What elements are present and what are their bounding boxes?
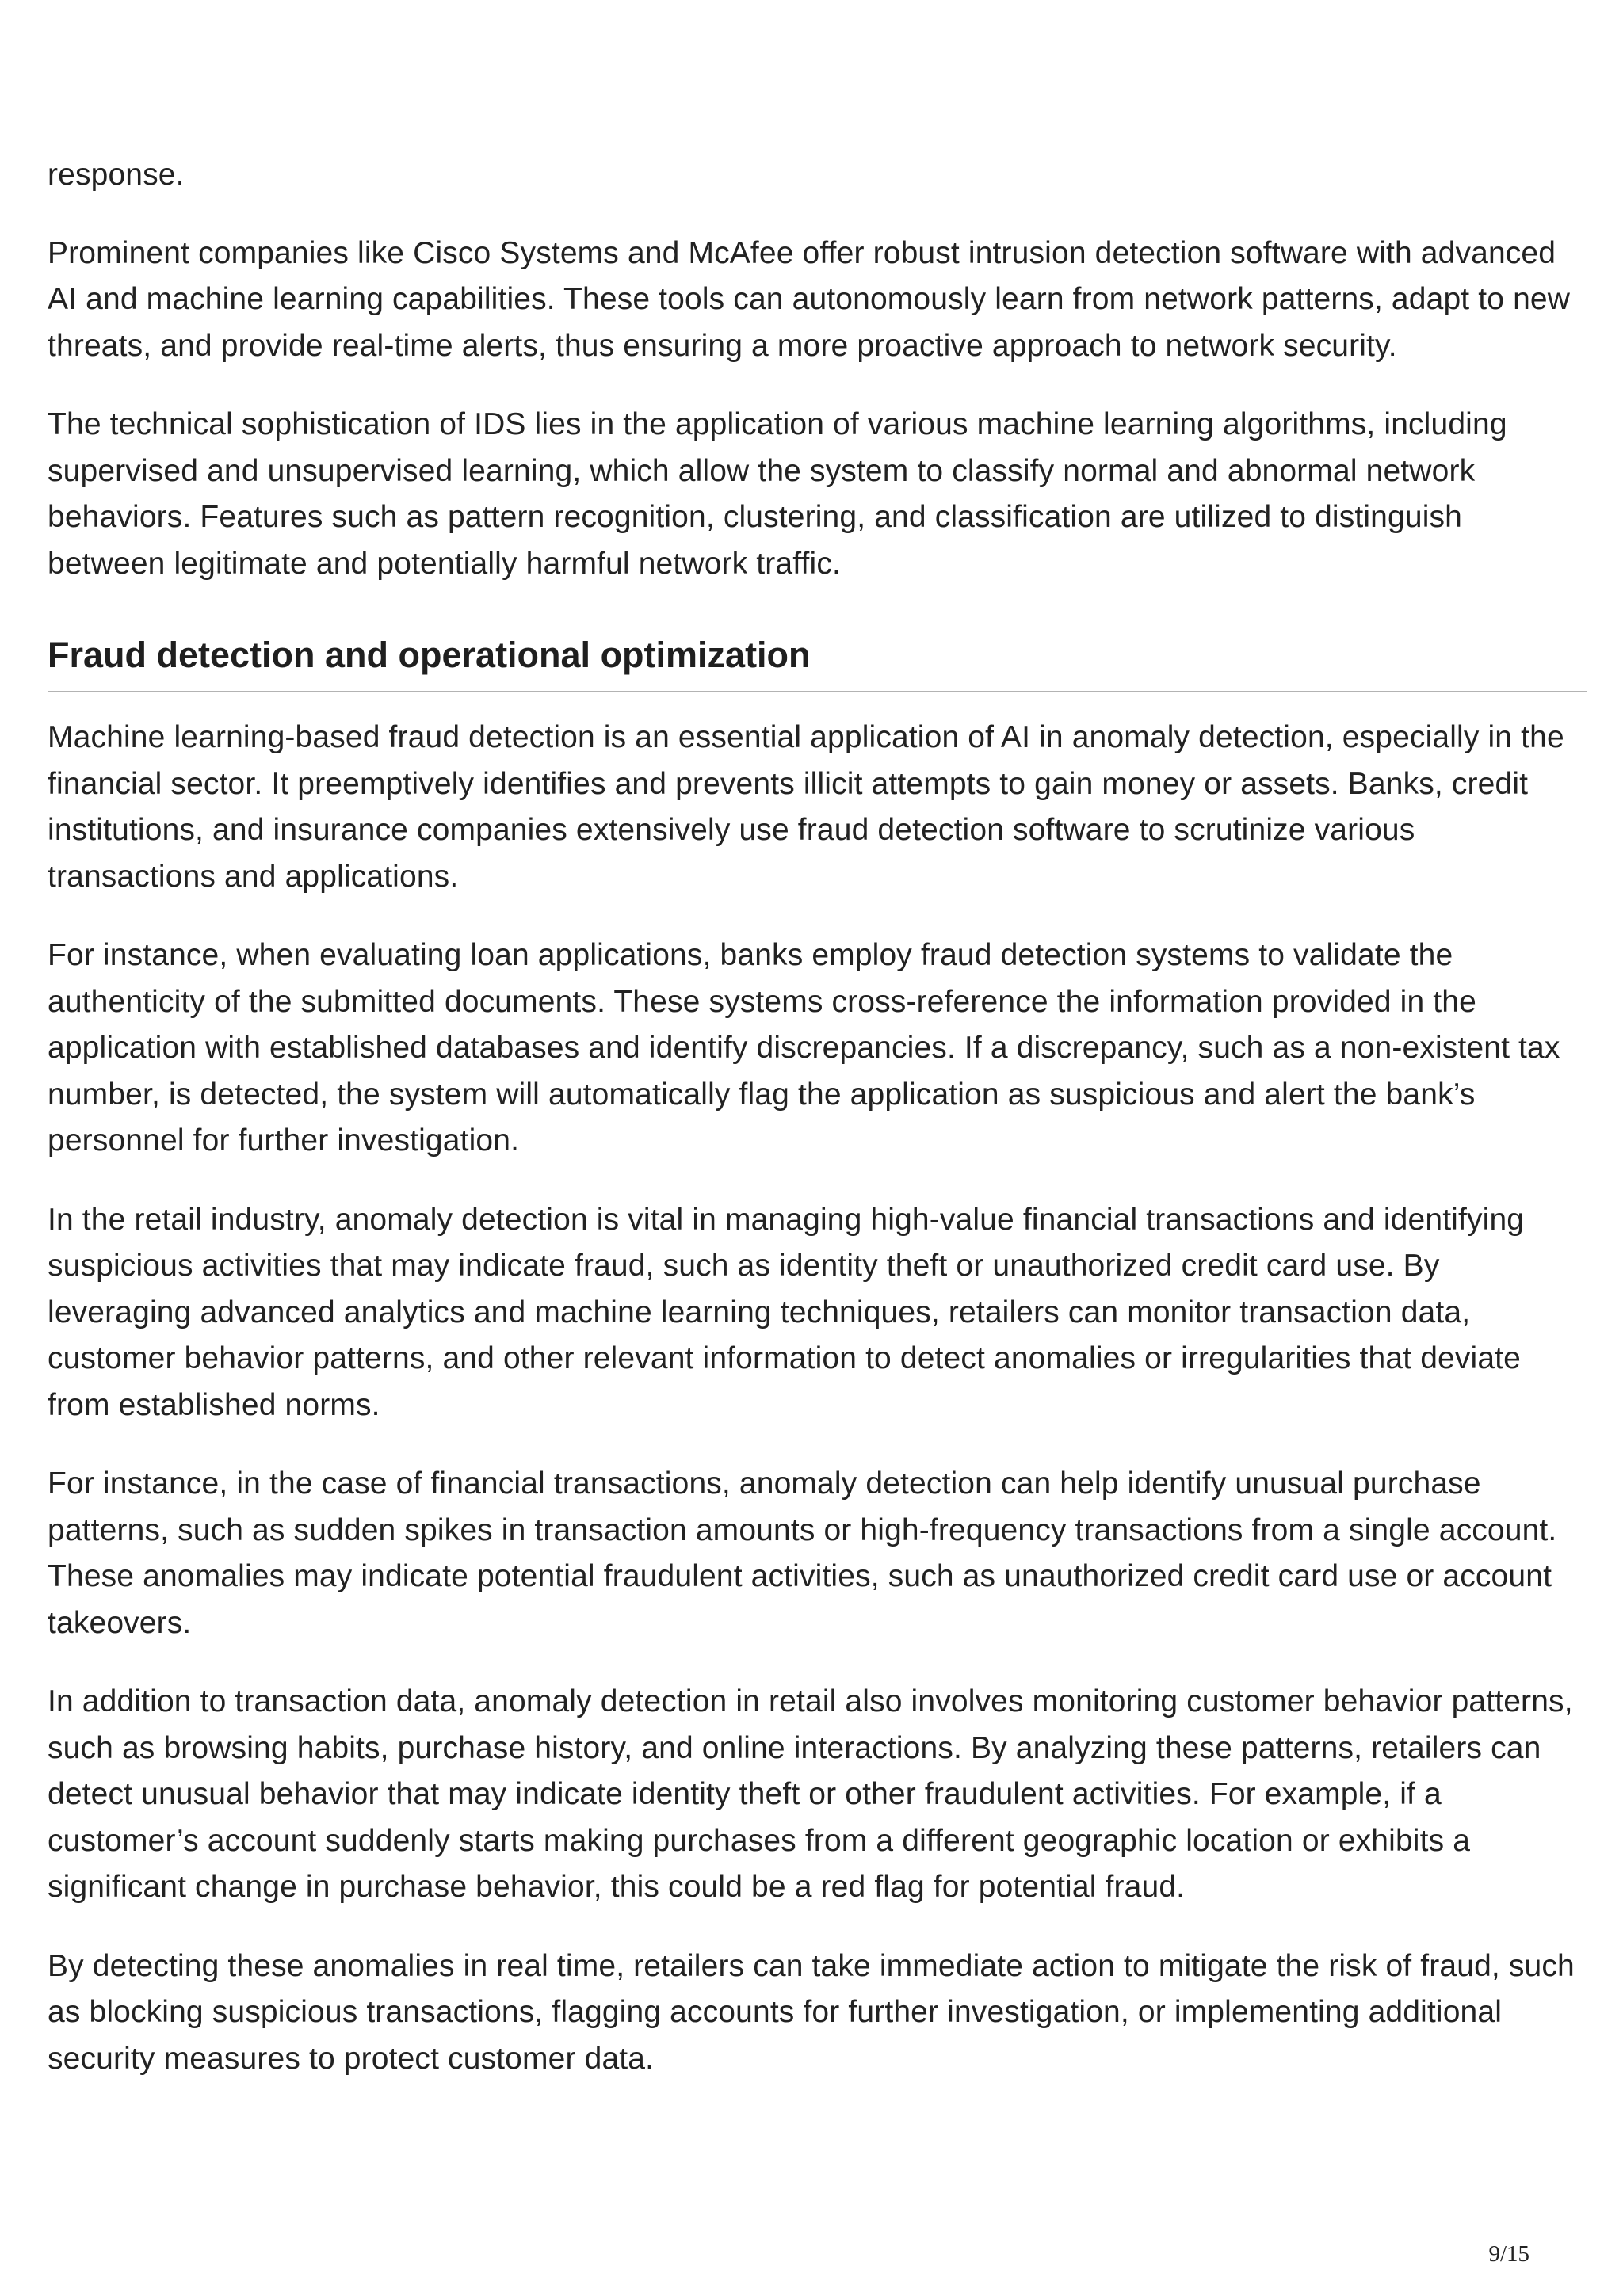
- paragraph-loan-applications: For instance, when evaluating loan applications, banks employ fraud detection systems to validate the authenticity of the submitted documents. These systems cross-reference the information provided in the application with established databases and identify discrepancies. If a discrepancy, such as a non-existent tax number, is detected, the system will automatically flag the application as suspicious and alert the bank’s personnel for further investigation.: [48, 938, 1560, 1158]
- paragraph-ids-vendors: Prominent companies like Cisco Systems and McAfee offer robust intrusion detection software with advanced AI and machine learning capabilities. These tools can autonomously learn from network patterns, adapt to new threats, and provide real-time alerts, thus ensuring a more proactive approach to network security.: [48, 235, 1571, 363]
- paragraph-ids-technical: The technical sophistication of IDS lies in the application of various machine learning algorithms, including supervised and unsupervised learning, which allow the system to classify normal and abnormal network behaviors. Features such as pattern recognition, clustering, and classification are utilized to distinguish between legitimate and potentially harmful network traffic.: [48, 407, 1507, 581]
- paragraph-financial-transactions: For instance, in the case of financial transactions, anomaly detection can help identify unusual purchase patterns, such as sudden spikes in transaction amounts or high-frequency transactions from a single account. These anomalies may indicate potential fraudulent activities, such as unauthorized credit card use or account takeovers.: [48, 1466, 1557, 1640]
- paragraph-fraud-intro: Machine learning-based fraud detection is an essential application of AI in anomaly detection, especially in the financial sector. It preemptively identifies and prevents illicit attempts to gain money or assets. Banks, credit institutions, and insurance companies extensively use fraud detection software to scrutinize various transactions and applications.: [48, 720, 1564, 894]
- paragraph-real-time-action: By detecting these anomalies in real time, retailers can take immediate action to mitigate the risk of fraud, such as blocking suspicious transactions, flagging accounts for further investigation, or implementing additional security measures to protect customer data.: [48, 1948, 1575, 2076]
- page-number: 9/15: [1488, 2241, 1529, 2267]
- paragraph-continuation: response.: [48, 158, 185, 192]
- paragraph-retail-industry: In the retail industry, anomaly detection is vital in managing high-value financial transactions and identifying suspicious activities that may indicate fraud, such as identity theft or unauthorized credit card use. By leveraging advanced analytics and machine learning techniques, retailers can monitor transaction data, customer behavior patterns, and other relevant information to detect anomalies or irregularities that deviate from established norms.: [48, 1202, 1525, 1422]
- paragraph-customer-behavior: In addition to transaction data, anomaly detection in retail also involves monitoring customer behavior patterns, such as browsing habits, purchase history, and online interactions. By analyzing these patterns, retailers can detect unusual behavior that may indicate identity theft or other fraudulent activities. For example, if a customer’s account suddenly starts making purchases from a different geographic location or exhibits a significant change in purchase behavior, this could be a red flag for potential fraud.: [48, 1684, 1573, 1904]
- document-body: [48, 152, 1587, 2115]
- section-heading: Fraud detection and operational optimization: [48, 633, 1587, 692]
